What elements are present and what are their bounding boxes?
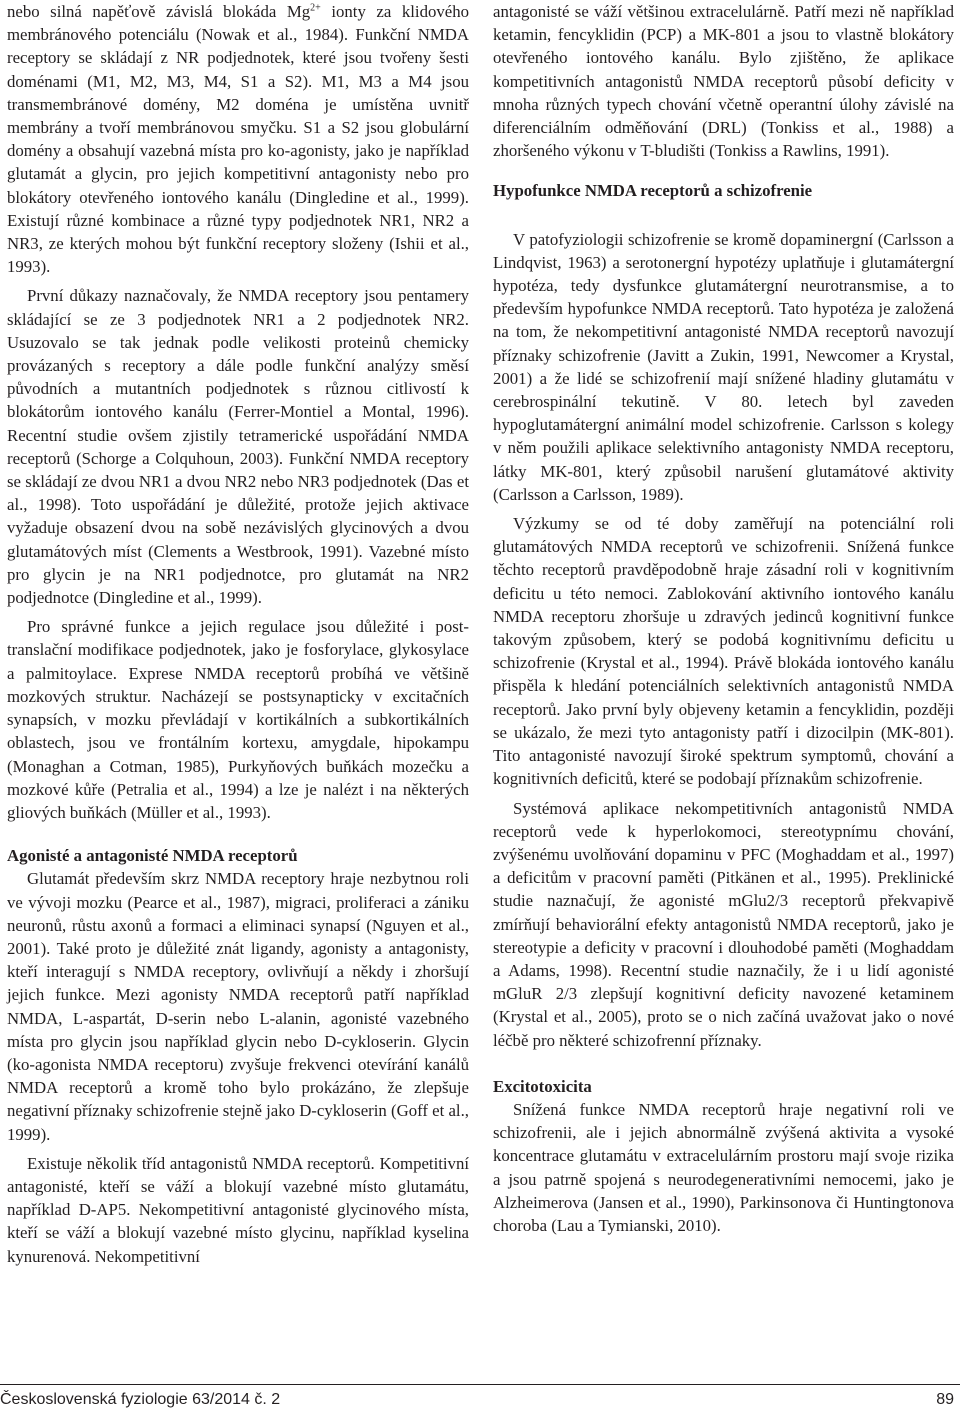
left-column [7,0,469,1268]
paragraph: Existuje několik tříd antagonistů NMDA receptorů. Kompetitivní antagonisté, kteří se váží a blokují vazebné místo glutamátu, například D-AP5. Nekompetitivní antagonisté glycinového místa, kteří se váží a blokují vazebné místo glycinu, například kyselina kynurenová. Nekompetitivní [7,1153,469,1266]
page-number: 89 [936,1391,954,1408]
page-footer [0,1389,960,1411]
paragraph: nebo silná napěťově závislá blokáda $Mg^{2+}$ ionty za klidového membránového potenciálu (Nowak et al., 1984). Funkční NMDA receptory se skládají z NR podjednotek, které jsou tvořeny šesti doménami (M1, M2, M3, M4, S1 a S2). M1, M3 a M4 jsou transmembránové domény, M2 doména je umístěna uvnitř membrány a tvoří membránovou smyčku. S1 a S2 jsou globulární domény a obsahují vazebná místa pro ko-agonisty, jako je například glutamát a glycin, pro jejich kompetitivní antagonisty nebo pro blokátory otevřeného iontového kanálu (Dingledine et al., 1999). Existují různé kombinace a různé typy podjednotek NR1, NR2 a NR3, ze kterých mohou být funkční receptory složeny (Ishii et al., 1993). [7,2,469,277]
paragraph: antagonisté se váží většinou extracelulárně. Patří mezi ně například ketamin, fencyklidin (PCP) a MK-801 a jsou to vlastně blokátory otevřeného iontového kanálu. Bylo zjištěno, že aplikace kompetitivních antagonistů NMDA receptorů působí deficity v mnoha různých typech chování včetně operantní úlohy závislé na diferenciálním odměňování (DRL) (Tonkiss et al., 1988) a zhoršeného výkonu v T-bludišti (Tonkiss a Rawlins, 1991). [493,2,954,161]
section-heading: Agonisté a antagonisté NMDA receptorů [7,846,298,866]
paragraph: Pro správné funkce a jejich regulace jsou důležité i post-translační modifikace podjednotek, jako je fosforylace, glykosylace a palmitoylace. Exprese NMDA receptorů probíhá ve většině mozkových struktur. Nacházejí se postsynapticky v excitačních synapsích, v mozku převládají v kortikálních a subkortikálních oblastech, jsou ve frontálním kortexu, amygdale, hipokampu (Monaghan a Cotman, 1985), Purkyňových buňkách mozečku a mozkové kůře (Petralia et al., 1994) a lze je nalézt i na některých gliových buňkách (Müller et al., 1993). [7,617,469,822]
right-column [493,0,954,1237]
paragraph: Výzkumy se od té doby zaměřují na potenciální roli glutamátových NMDA receptorů ve schizofrenii. Snížená funkce těchto receptorů pravděpodobně hraje zásadní roli v kognitivním deficitu u této nemoci. Zablokování aktivního iontového kanálu NMDA receptoru zhoršuje u zdravých jedinců kognitivní funkce takovým způsobem, který se podobá kognitivnímu deficitu u schizofrenie (Krystal et al., 1994). Právě blokáda iontového kanálu přispěla k hledání potenciálních selektivních antagonistů NMDA receptorů. Jako první byly objeveny ketamin a fencyklidin, později se ukázalo, že mezi tyto antagonisty patří i dizocilpin (MK-801). Tito antagonisté navozují široké spektrum symptomů, chování a kognitivních deficitů, které se podobají příznakům schizofrenie. [493,514,954,789]
paragraph: Snížená funkce NMDA receptorů hraje negativní roli ve schizofrenii, ale i jejich abnormálně zvýšená aktivita a vysoké koncentrace glutamátu v extracelulárním prostoru mají svoje rizika a jsou patrně spojená s neurodegenerativními nemocemi, jako je Alzheimerova (Jansen et al., 1990), Parkinsonova či Huntingtonova choroba (Lau a Tymianski, 2010). [493,1099,954,1235]
footer-divider [0,1384,960,1385]
section-heading: Hypofunkce NMDA receptorů a schizofrenie [493,181,813,201]
section-heading: Excitotoxicita [493,1076,592,1096]
paragraph: Glutamát především skrz NMDA receptory hraje nezbytnou roli ve vývoji mozku (Pearce et al., 1987), migraci, proliferaci a zániku neuronů, růstu axonů a formaci a eliminaci synapsí (Nguyen et al., 2001). Také proto je důležité znát ligandy, agonisty a antagonisty, kteří interagují s NMDA receptory, ovlivňují a někdy i zhoršují jejich funkce. Mezi agonisty NMDA receptorů patří například NMDA, L-aspartát, D-serin nebo L-alanin, agonisté vazebného místa pro glycin jsou například glycin nebo D-cykloserin. Glycin (ko-agonista NMDA receptoru) zvyšuje frekvenci otevírání kanálů NMDA receptorů a kromě toho bylo prokázáno, že zlepšuje negativní příznaky schizofrenie stejně jako D-cykloserin (Goff et al., 1999). [7,869,469,1144]
paragraph: V patofyziologii schizofrenie se kromě dopaminergní (Carlsson a Lindqvist, 1963) a serotonergní hypotézy uplatňuje i glutamátergní hypotéza, tedy dysfunkce glutamátergní neurotransmise, a to především hypofunkce NMDA receptorů. Tato hypotéza je založená na tom, že nekompetitivní antagonisté NMDA receptorů navozují příznaky schizofrenie (Javitt a Zukin, 1991, Newcomer a Krystal, 2001) a že lidé se schizofrenií mají snížené hladiny glutamátu v cerebrospinální tekutině. V 80. letech byl zaveden hypoglutamátergní animální model schizofrenie. Carlsson s kolegy v něm použili aplikace selektivního antagonisty NMDA receptoru, látky MK-801, který způsobil narušení glutamátové aktivity (Carlsson a Carlsson, 1989). [493,229,954,504]
paragraph: Systémová aplikace nekompetitivních antagonistů NMDA receptorů vede k hyperlokomoci, stereotypnímu chování, zvýšenému uvolňování dopaminu v PFC (Moghaddam et al., 1997) a deficitům v pracovní paměti (Pitkänen et al., 1995). Preklinické studie naznačují, že agonisté mGlu2/3 receptorů překvapivě zmírňují behaviorální efekty antagonistů NMDA receptorů, jako je stereotypie a deficity v pracovní i dlouhodobé paměti (Moghaddam a Adams, 1998). Recentní studie naznačily, že i u lidí agonisté mGluR 2/3 zlepšují kognitivní deficity navozené ketaminem (Krystal et al., 2005), proto se o nich začíná uvažovat jako o nové léčbě pro některé schizofrenní příznaky. [493,798,954,1050]
paragraph: První důkazy naznačovaly, že NMDA receptory jsou pentamery skládající se ze 3 podjednotek NR1 a 2 podjednotek NR2. Usuzovalo se tak jednak podle velikosti proteinů chemicky provázaných s receptory a dále podle funkční analýzy směsí původních a mutantních podjednotek s různou citlivostí k blokátorům iontového kanálu (Ferrer-Montiel a Montal, 1996). Recentní studie ovšem zjistily tetramerické uspořádání NMDA receptorů (Schorge a Colquhoun, 2003). Funkční NMDA receptory se skládají ze dvou NR1 a dvou NR2 nebo NR3 podjednotek (Das et al., 1998). Toto uspořádání je důležité, protože jejich aktivace vyžaduje obsazení dvou na sobě nezávislých glycinových a dvou glutamátových míst (Clements a Westbrook, 1991). Vazebné místo pro glycin je na NR1 podjednotce, pro glutamát na NR2 podjednotce (Dingledine et al., 1999). [7,286,469,608]
superscript: 2+ [310,2,321,14]
journal-citation: Československá fyziologie 63/2014 č. 2 [0,1391,281,1408]
